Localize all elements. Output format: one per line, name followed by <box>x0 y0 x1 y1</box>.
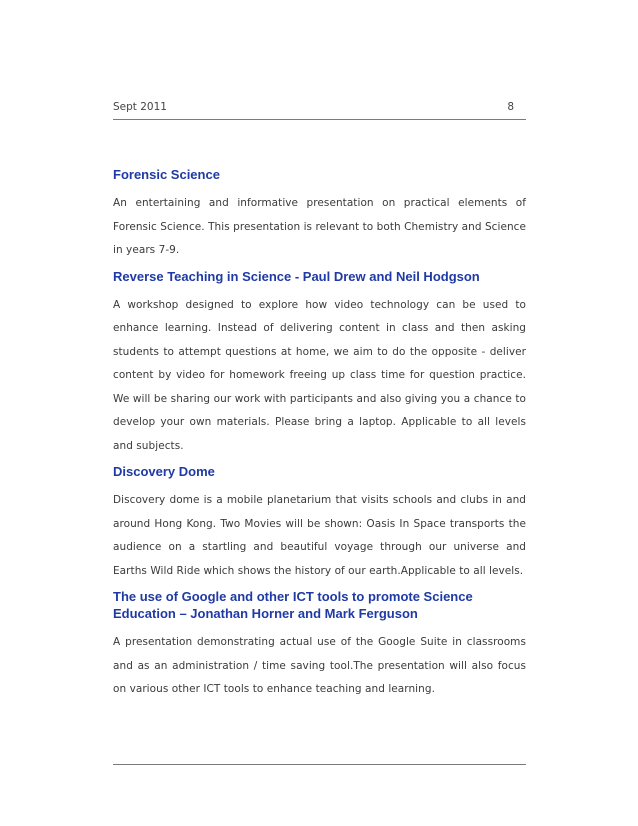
section-forensic-science <box>113 166 526 263</box>
section-body: A presentation demonstrating actual use of the Google Suite in classrooms and as an administration / time saving tool.The presentation will also focus on various other ICT tools to enhance teaching and learning. <box>113 636 526 695</box>
section-body: A workshop designed to explore how video technology can be used to enhance learning. Instead of delivering content in class and then asking students to attempt questions at home, we aim to do the opposite - deliver content by video for homework freeing up class time for question practice. We will be sharing our work with participants and also giving you a chance to develop your own materials. Please bring a laptop. Applicable to all levels and subjects. <box>113 298 526 452</box>
section-title: Reverse Teaching in Science - Paul Drew and Neil Hodgson <box>113 268 480 284</box>
page-number: 8 <box>507 101 514 113</box>
section-google-ict <box>113 588 526 702</box>
page-header <box>113 101 526 120</box>
page-content <box>113 166 526 707</box>
footer-divider <box>113 764 526 765</box>
section-body: Discovery dome is a mobile planetarium that visits schools and clubs in and around Hong Kong. Two Movies will be shown: Oasis In Space transports the audience on a startling and beautiful voyage through our universe and Earths Wild Ride which shows the history of our earth.Applicable to all levels. <box>113 494 526 577</box>
section-title: Forensic Science <box>113 167 220 182</box>
section-title: The use of Google and other ICT tools to promote Science Education – Jonathan Horner and Mark Ferguson <box>113 589 473 621</box>
section-discovery-dome <box>113 463 526 583</box>
header-date: Sept 2011 <box>113 101 167 113</box>
section-reverse-teaching <box>113 268 526 459</box>
section-body: An entertaining and informative presentation on practical elements of Forensic Science. This presentation is relevant to both Chemistry and Science in years 7-9. <box>113 197 526 256</box>
section-title: Discovery Dome <box>113 464 215 479</box>
